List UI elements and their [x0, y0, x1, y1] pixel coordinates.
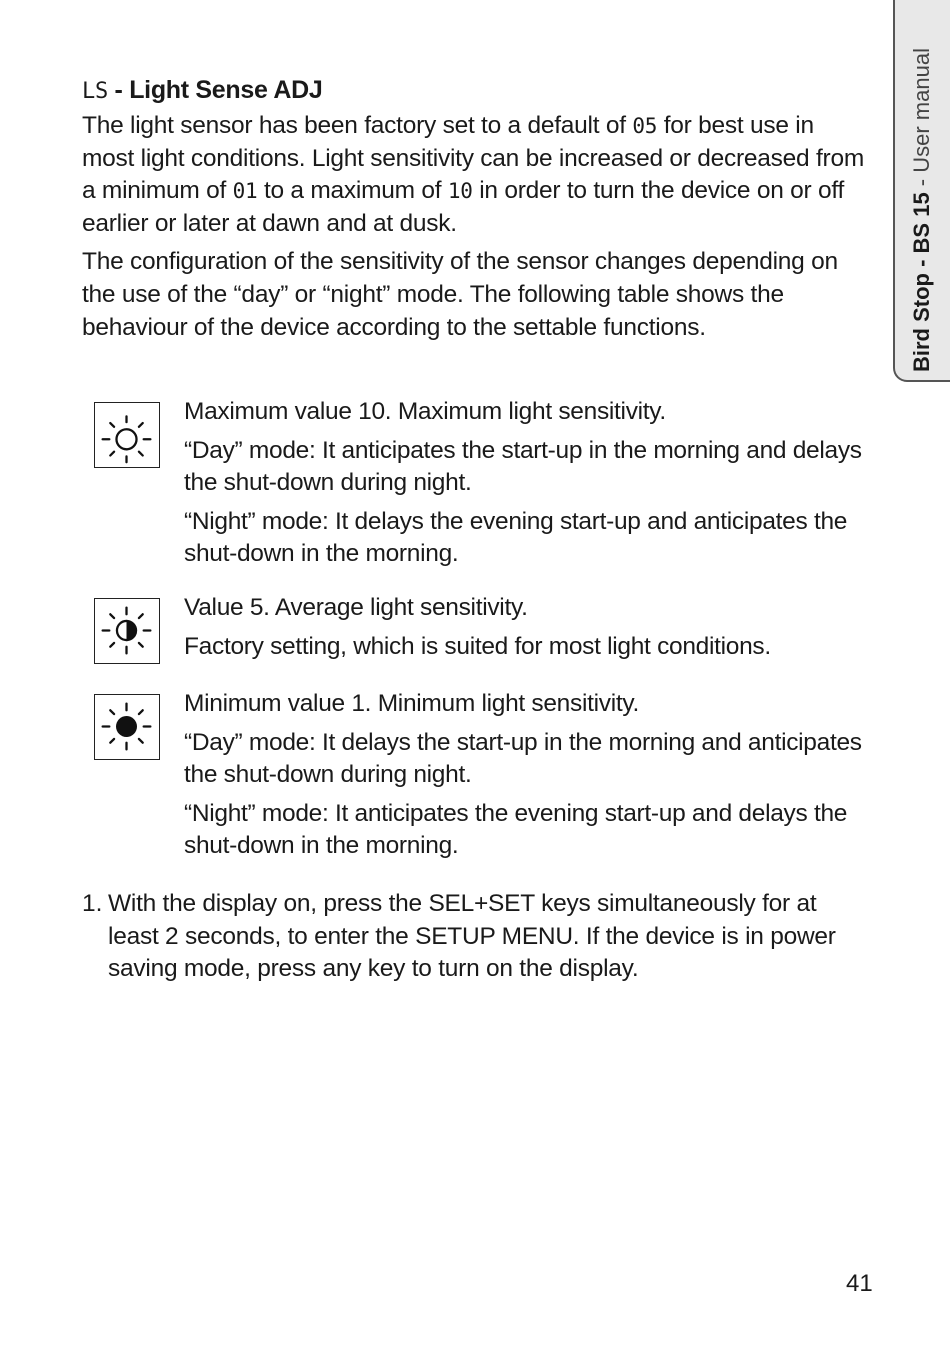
minimum-value: 01	[232, 179, 258, 204]
document-type: User manual	[909, 48, 934, 173]
instruction-step-1	[82, 888, 872, 986]
mode-description	[184, 592, 874, 663]
intro-text: for best use in most light conditions. Light sensitivity can be increased or decreased from a minimum of	[82, 112, 864, 205]
intro-text: The light sensor has been factory set to a default of	[82, 112, 633, 139]
mode-factory-line: Factory setting, which is suited for most light conditions.	[184, 632, 771, 660]
mode-night-line: “Night” mode: It delays the evening start-up and anticipates the shut-down in the morning.	[184, 507, 848, 568]
section-code: LS	[82, 79, 108, 104]
side-tab-separator: -	[909, 172, 934, 193]
sun-filled-icon	[94, 694, 160, 760]
main-content	[82, 72, 872, 344]
intro-paragraph-2: The configuration of the sensitivity of the sensor changes depending on the use of the “day” or “night” mode. The following table shows the behaviour of the device according to the settable functions.	[82, 248, 838, 341]
side-tab-label	[904, 48, 940, 372]
mode-title: Value 5. Average light sensitivity.	[184, 594, 528, 621]
mode-title: Maximum value 10. Maximum light sensitivity.	[184, 398, 666, 425]
intro-paragraph-1	[82, 110, 872, 240]
section-title: - Light Sense ADJ	[107, 76, 323, 104]
default-value: 05	[632, 114, 658, 138]
mode-day-line: “Day” mode: It delays the start-up in the morning and anticipates the shut-down during night.	[184, 728, 862, 789]
section-heading	[82, 72, 872, 110]
intro-text: to a maximum of	[257, 177, 448, 205]
product-name: Bird Stop - BS 15	[909, 192, 934, 372]
intro-text: in order to turn the device on or off earlier or later at dawn and at dusk.	[82, 177, 845, 237]
mode-night-line: “Night” mode: It anticipates the evening start-up and delays the shut-down in the morning.	[184, 799, 848, 860]
page-number: 41	[846, 1270, 873, 1297]
step-number: 1.	[82, 890, 103, 917]
sun-outline-icon	[94, 402, 160, 468]
maximum-value: 10	[447, 179, 473, 204]
mode-description	[184, 396, 874, 571]
mode-title: Minimum value 1. Minimum light sensitivity.	[184, 690, 639, 717]
mode-description	[184, 688, 874, 863]
mode-day-line: “Day” mode: It anticipates the start-up in the morning and delays the shut-down during night.	[184, 436, 862, 497]
step-text: With the display on, press the SEL+SET keys simultaneously for at least 2 seconds, to enter the SETUP MENU. If the device is in power saving mode, press any key to turn on the display.	[108, 890, 836, 983]
sun-half-icon	[94, 598, 160, 664]
